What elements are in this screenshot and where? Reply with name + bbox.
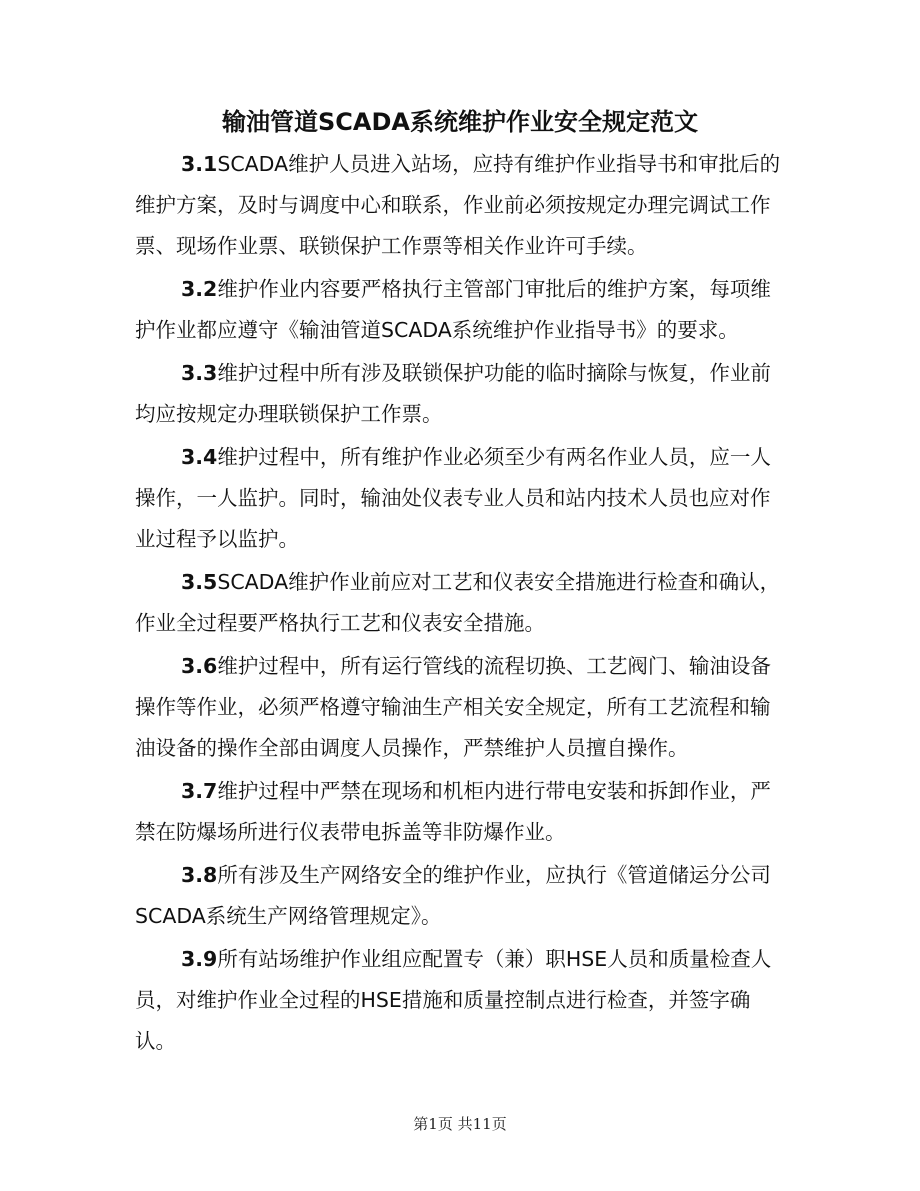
paragraph-3-1 [135,144,785,269]
paragraph-number: 3.9 [181,947,218,971]
document-body [135,144,785,1064]
paragraph-text: 维护过程中，所有维护作业必须至少有两名作业人员，应一人操作，一人监护。同时，输油处仪表专业人员和站内技术人员也应对作业过程予以监护。 [135,445,771,551]
paragraph-3-7 [135,771,785,855]
paragraph-3-6 [135,646,785,771]
paragraph-number: 3.7 [181,779,218,803]
paragraph-3-5 [135,562,785,646]
paragraph-text: 维护过程中所有涉及联锁保护功能的临时摘除与恢复，作业前均应按规定办理联锁保护工作票。 [135,361,771,426]
paragraph-number: 3.3 [181,361,218,385]
paragraph-number: 3.8 [181,863,218,887]
paragraph-text: 维护作业内容要严格执行主管部门审批后的维护方案，每项维护作业都应遵守《输油管道SCADA系统维护作业指导书》的要求。 [135,277,771,342]
paragraph-number: 3.6 [181,654,218,678]
page-footer: 第1页 共11页 [413,1115,507,1133]
paragraph-3-3 [135,353,785,437]
paragraph-text: 维护过程中，所有运行管线的流程切换、工艺阀门、输油设备操作等作业，必须严格遵守输油生产相关安全规定，所有工艺流程和输油设备的操作全部由调度人员操作，严禁维护人员擅自操作。 [135,654,771,760]
paragraph-3-4 [135,437,785,562]
paragraph-text: 所有涉及生产网络安全的维护作业，应执行《管道储运分公司SCADA系统生产网络管理规定》。 [135,863,771,928]
paragraph-3-2 [135,269,785,353]
document-title: 输油管道SCADA系统维护作业安全规定范文 [222,108,698,136]
paragraph-text: SCADA维护人员进入站场，应持有维护作业指导书和审批后的维护方案，及时与调度中心和联系，作业前必须按规定办理完调试工作票、现场作业票、联锁保护工作票等相关作业许可手续。 [135,152,781,258]
paragraph-text: 维护过程中严禁在现场和机柜内进行带电安装和拆卸作业，严禁在防爆场所进行仪表带电拆盖等非防爆作业。 [135,779,771,844]
paragraph-number: 3.1 [181,152,218,176]
paragraph-number: 3.2 [181,277,218,301]
paragraph-3-8 [135,855,785,939]
paragraph-text: 所有站场维护作业组应配置专（兼）职HSE人员和质量检查人员，对维护作业全过程的HSE措施和质量控制点进行检查，并签字确认。 [135,947,772,1053]
paragraph-number: 3.4 [181,445,218,469]
paragraph-3-9 [135,939,785,1064]
paragraph-number: 3.5 [181,570,218,594]
paragraph-text: SCADA维护作业前应对工艺和仪表安全措施进行检查和确认，作业全过程要严格执行工艺和仪表安全措施。 [135,570,781,635]
